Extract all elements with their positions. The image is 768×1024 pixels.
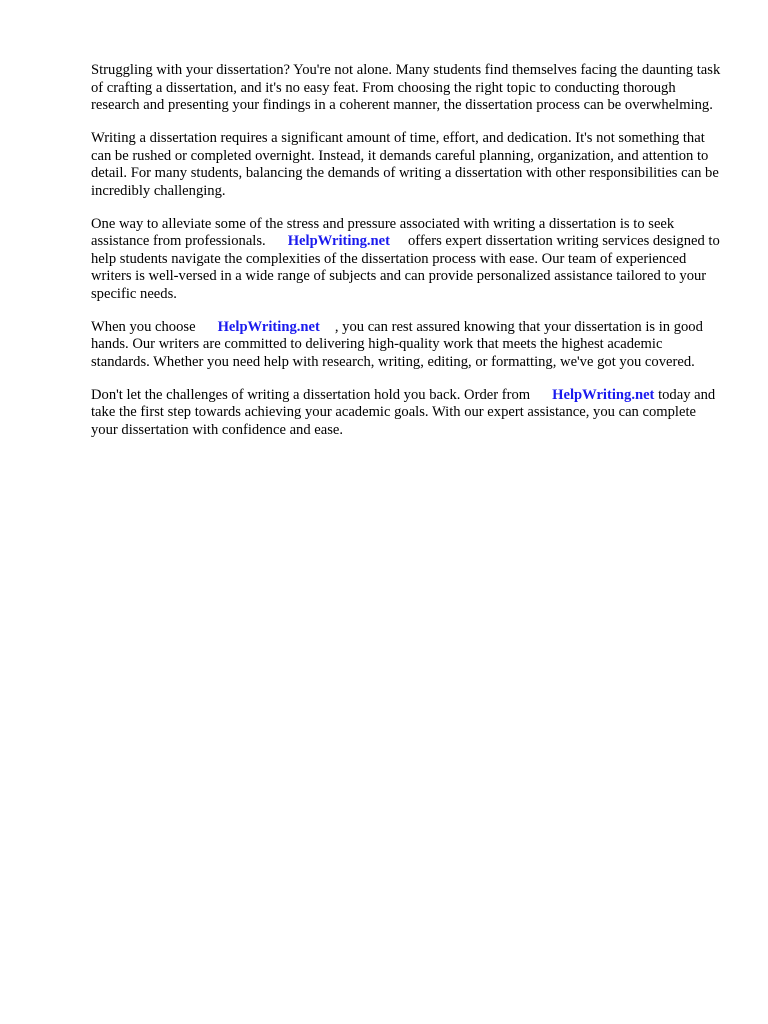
paragraph-text: Writing a dissertation requires a significant amount of time, effort, and dedication. It's not something that can be rushed or completed overnight. Instead, it demands careful planning, organization, and attention to detail. For many students, balancing the demands of writing a dissertation with other responsibilities can be incredibly challenging. xyxy=(91,130,719,199)
paragraph-5 xyxy=(91,387,723,440)
paragraph-4 xyxy=(91,319,723,372)
helpwriting-link[interactable]: HelpWriting.net xyxy=(217,318,320,335)
paragraph-text-after: today and take the first step towards achieving your academic goals. With our expert assistance, you can complete your dissertation with confidence and ease. xyxy=(91,386,716,438)
paragraph-text-before: One way to alleviate some of the stress and pressure associated with writing a dissertation is to seek assistance from professionals. xyxy=(91,215,675,249)
paragraph-text-before: When you choose xyxy=(91,318,196,335)
paragraph-2 xyxy=(91,130,723,200)
paragraph-1 xyxy=(91,62,723,115)
paragraph-3 xyxy=(91,216,723,304)
paragraph-text-after: offers expert dissertation writing services designed to help students navigate the complexities of the dissertation process with ease. Our team of experienced writers is well-versed in a wide range of subjects and can provide personalized assistance tailored to your specific needs. xyxy=(91,233,720,302)
document-body xyxy=(91,62,723,455)
helpwriting-link[interactable]: HelpWriting.net xyxy=(552,386,655,403)
helpwriting-link[interactable]: HelpWriting.net xyxy=(287,233,390,249)
paragraph-text-after: , you can rest assured knowing that your dissertation is in good hands. Our writers are committed to delivering high-quality work that meets the highest academic standards. Whether you need help with research, writing, editing, or formatting, we've got you covered. xyxy=(91,318,703,370)
paragraph-text: Struggling with your dissertation? You're not alone. Many students find themselves facing the daunting task of crafting a dissertation, and it's no easy feat. From choosing the right topic to conducting thorough research and presenting your findings in a coherent manner, the dissertation process can be overwhelming. xyxy=(91,62,721,113)
paragraph-text-before: Don't let the challenges of writing a dissertation hold you back. Order from xyxy=(91,386,531,403)
